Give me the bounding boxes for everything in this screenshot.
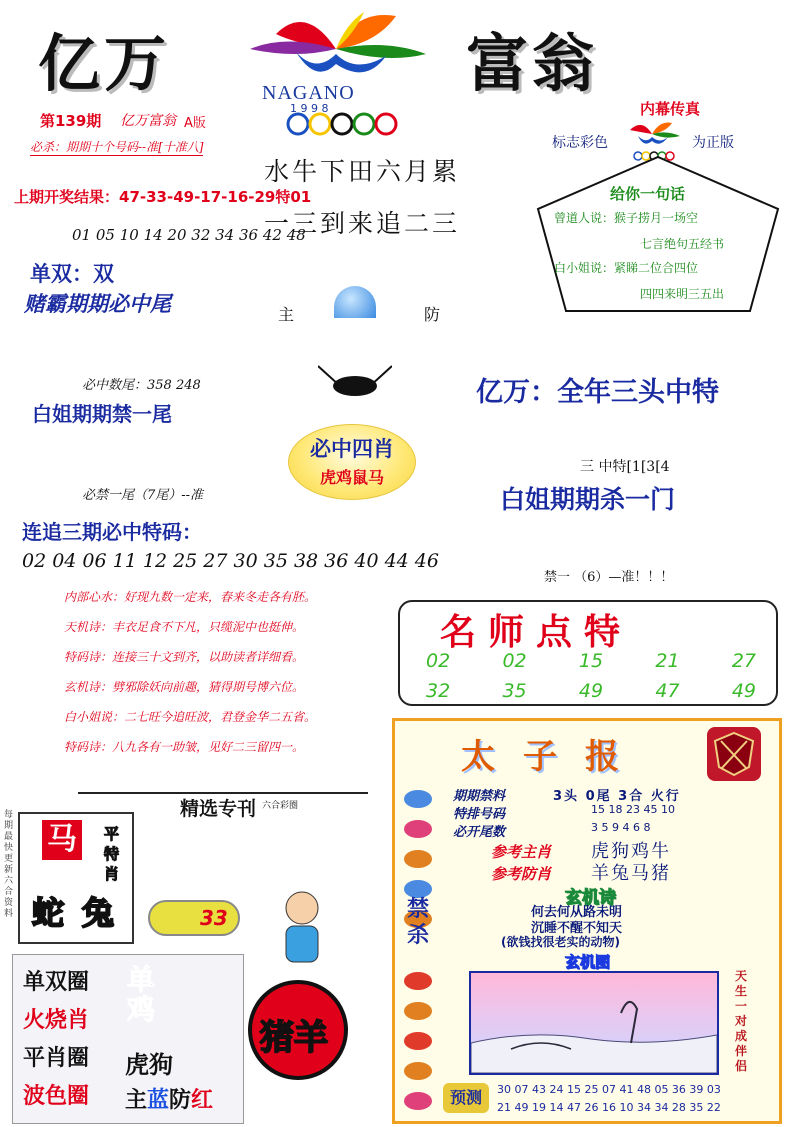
zhu-label: 主 (278, 305, 295, 324)
chart-label-2: 火烧肖 (23, 1008, 90, 1033)
chart-label-4: 波色圈 (23, 1084, 90, 1109)
numbers-row1: 01 05 10 14 20 32 34 36 42 48 (72, 226, 306, 244)
shield-icon (707, 727, 761, 781)
material-value: 3头 0尾 3合 火行 (553, 789, 681, 804)
mingshi-num: 49 (731, 680, 756, 702)
poem-line-1: 内部心水：好现九数一定来，春来冬走各有胚。 (64, 590, 317, 604)
material-label: 期期禁料 (453, 789, 506, 804)
poem-line-2: 天机诗：丰衣足食不下凡，只缆泥中也挺伸。 (64, 620, 305, 634)
last-result: 上期开奖结果：47-33-49-17-16-29特01 (14, 188, 312, 206)
badge (148, 900, 240, 936)
guard-value: 羊兔马猪 (591, 863, 671, 884)
zodiac-column (399, 781, 437, 1121)
mingshi-num: 15 (578, 650, 604, 672)
ban-one-tail: 必禁一尾（7尾）--准 (82, 488, 204, 503)
pentagon-line3: 白小姐说：紧睇二位合四位 (554, 261, 699, 275)
mingshi-title: 名师点特 (440, 611, 633, 653)
chart-label-3: 平肖圈 (23, 1046, 90, 1071)
oval-animals: 虎鸡鼠马 (319, 468, 384, 487)
mbr-3: 防 (169, 1088, 192, 1113)
tail-numbers: 必中数尾：358 248 (82, 378, 201, 393)
poem-hint: (欲钱找很老实的动物) (501, 935, 620, 949)
main-blue-red (125, 1083, 213, 1114)
fang-label: 防 (424, 305, 441, 324)
poem-line2: 沉睡不醒不知天 (531, 921, 623, 936)
kill-one-door: 白姐期期杀一门 (500, 485, 676, 514)
ban-kill-label: 禁杀 (406, 897, 429, 948)
magazine-title: 精选专刊 (180, 798, 257, 820)
pentagon-line1: 曾道人说：猴子捞月一场空 (554, 211, 699, 225)
special-value: 15 18 23 45 10 (591, 803, 675, 816)
tail-value: 3 5 9 4 6 8 (591, 821, 651, 834)
mingshi-num: 02 (502, 650, 527, 672)
horse-label: 马 (42, 820, 82, 860)
mingshi-num: 35 (502, 680, 527, 702)
cartoon-kid-icon (272, 888, 332, 968)
blue-ball-icon (334, 286, 376, 318)
red-circle (248, 980, 348, 1080)
riddle-picture (469, 971, 719, 1075)
left-bottom-collage (4, 784, 384, 1126)
mbr-1: 主 (125, 1088, 148, 1113)
nagano-logo (236, 4, 444, 144)
mingshi-num: 27 (731, 650, 756, 672)
pentagon-line2: 七言绝句五经书 (640, 237, 725, 251)
badge-number: 33 (200, 906, 228, 930)
fax-right: 为正版 (692, 135, 734, 151)
mingshi-num: 21 (655, 650, 680, 672)
san-zhong: 三 中特[1[3[4 (580, 459, 670, 475)
ban-one: 禁一 （6）—准！！！ (544, 570, 674, 585)
fax-left: 标志彩色 (552, 135, 608, 151)
mingshi-num: 49 (578, 680, 604, 702)
tail-line: 赌霸期期必中尾 (24, 292, 171, 316)
title-right: 富翁 (466, 27, 599, 100)
issue-brand: 亿万富翁 (120, 113, 176, 129)
poem-title: 玄机诗 (565, 888, 616, 908)
oval-badge (288, 424, 416, 500)
chart-label-1: 单双圈 (23, 970, 90, 995)
pentagon-line4: 四四来明三五出 (640, 287, 725, 301)
mingshi-row1 (426, 650, 756, 672)
issue-number: 第139期 (40, 112, 102, 130)
main-value: 虎狗鸡牛 (591, 841, 671, 862)
poem-top-line1: 水牛下田六月累 (264, 157, 461, 186)
forecast-label: 预测 (443, 1083, 489, 1113)
forecast-row2: 21 49 19 14 47 26 16 10 34 34 28 35 22 (497, 1101, 721, 1114)
mingshi-row2 (426, 680, 756, 702)
center-main: 单鸡 (127, 963, 156, 1026)
issue-edition: A版 (184, 116, 206, 131)
side-vertical: 每期最快更新六合资料 (4, 810, 14, 919)
odd-even: 单双：双 (30, 262, 114, 286)
poem-top-line2: 一三到来追二三 (264, 209, 461, 238)
poem-line-6: 特码诗：八九各有一助皱，见好二三留四一。 (64, 740, 305, 754)
magazine-sub: 六合彩圈 (262, 801, 299, 811)
chase-numbers: 02 04 06 11 12 25 27 30 35 38 36 40 44 46 (22, 550, 439, 572)
guard-label: 参考防肖 (491, 865, 552, 883)
issue-note: 必杀：期期十个号码--准[十准八] (30, 140, 204, 154)
poem-line-5: 白小姐说：二七旺今追旺波，君登金华二五省。 (64, 710, 317, 724)
circle-text: 猪羊 (260, 1018, 328, 1058)
oval-title: 必中四肖 (310, 437, 394, 461)
main-label: 参考主肖 (491, 843, 552, 861)
mingshi-num: 32 (426, 680, 451, 702)
chase-title: 连追三期必中特码： (22, 520, 202, 544)
mingshi-box (398, 600, 778, 706)
mingshi-num: 47 (655, 680, 680, 702)
special-label: 特排号码 (453, 807, 506, 822)
mbr-2: 蓝 (147, 1088, 170, 1113)
ban-tail: 白姐期期禁一尾 (32, 402, 172, 426)
taizi-panel (392, 718, 782, 1124)
title-left: 亿万 (38, 27, 171, 100)
vertical-tag: 平特肖 (104, 825, 120, 883)
tail-label: 必开尾数 (453, 825, 506, 840)
poem-line-4: 玄机诗：劈邪除妖向前趣，猜得期号博六位。 (64, 680, 305, 694)
fax-title: 内幕传真 (640, 100, 701, 118)
side-text: 天生一对成伴侣 (734, 969, 747, 1073)
pentagon-box (536, 155, 780, 313)
nagano-flower-icon (236, 4, 444, 144)
logo-text: NAGANO (262, 82, 355, 104)
poem-line-3: 特码诗：连接三十文到齐，以助读者详细看。 (64, 650, 305, 664)
pentagon-title: 给你一句话 (610, 185, 686, 203)
logo-year: 1 9 9 8 (290, 102, 329, 115)
mbr-4: 红 (191, 1088, 214, 1113)
chart-panel (12, 954, 244, 1124)
bowl-icon (318, 364, 392, 398)
poem-line1: 何去何从路未明 (531, 905, 623, 920)
mingshi-num: 02 (426, 650, 451, 672)
center-sub: 虎狗 (125, 1051, 173, 1079)
forecast-row1: 30 07 43 24 15 25 07 41 48 05 36 39 03 (497, 1083, 721, 1096)
yiwan-line: 亿万：全年三头中特 (476, 377, 719, 408)
rabbit-label: 兔 (82, 894, 115, 932)
snake-label: 蛇 (32, 894, 65, 932)
taizi-title: 太子报 (461, 737, 647, 777)
pic-title: 玄机图 (565, 953, 611, 971)
